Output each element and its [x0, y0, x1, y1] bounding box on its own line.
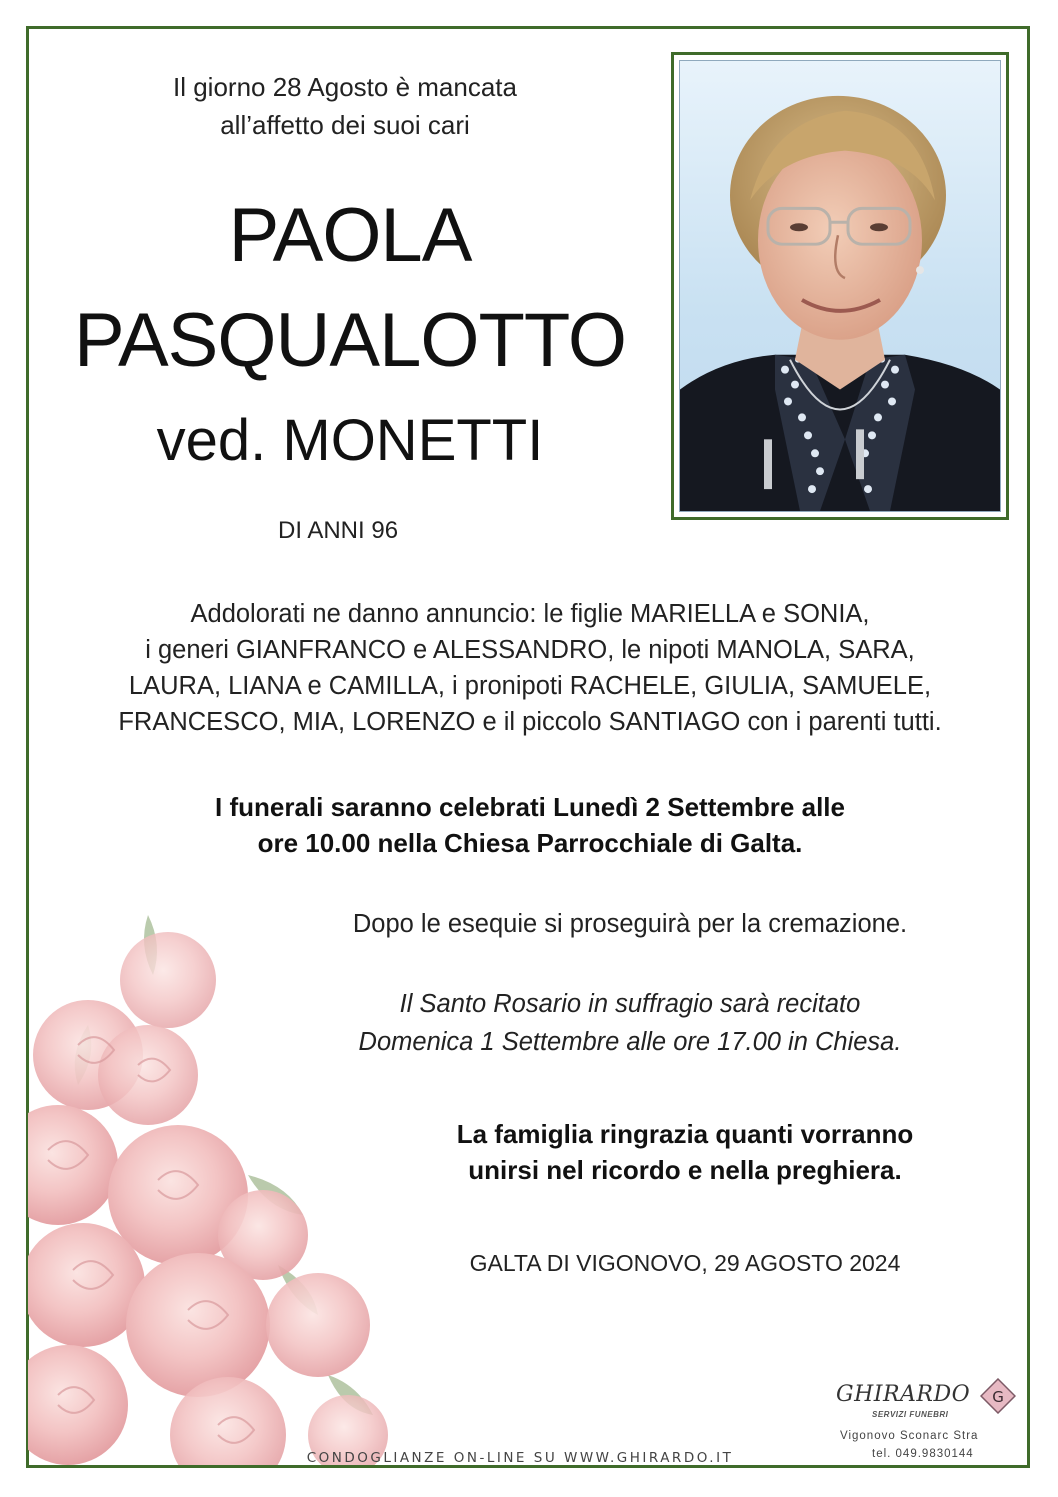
- place-date: GALTA DI VIGONOVO, 29 AGOSTO 2024: [469, 1250, 901, 1276]
- thanks-line: La famiglia ringrazia quanti vorranno: [456, 1119, 914, 1149]
- deceased-first-name: PAOLA: [228, 193, 472, 278]
- funeral-line: I funerali saranno celebrati Lunedì 2 Settembre alle: [215, 792, 845, 822]
- rosary-line: Domenica 1 Settembre alle ore 17.00 in Chiesa.: [358, 1028, 902, 1056]
- logo-phone: tel. 049.9830144: [872, 1448, 974, 1460]
- logo-towns: Vigonovo Sconarc Stra: [840, 1430, 979, 1442]
- roses-illustration: [28, 905, 388, 1465]
- funeral-info: [80, 789, 980, 861]
- cremation-note: Dopo le esequie si proseguirà per la cremazione.: [352, 910, 908, 938]
- intro-line: Il giorno 28 Agosto è mancata: [172, 72, 517, 102]
- portrait-frame: [671, 52, 1009, 520]
- announcement-line: Addolorati ne danno annuncio: le figlie MARIELLA e SONIA,: [190, 600, 870, 628]
- logo-subtitle: SERVIZI FUNEBRI: [872, 1410, 949, 1419]
- deceased-last-name: PASQUALOTTO: [73, 298, 627, 383]
- funeral-line: ore 10.00 nella Chiesa Parrocchiale di Galta.: [257, 828, 803, 858]
- condolences-footer: CONDOGLIANZE ON-LINE SU WWW.GHIRARDO.IT: [306, 1450, 734, 1466]
- announcement-line: i generi GIANFRANCO e ALESSANDRO, le nipoti MANOLA, SARA,: [145, 636, 915, 664]
- rosary-line: Il Santo Rosario in suffragio sarà recitato: [399, 990, 861, 1018]
- pink-roses-decoration: [28, 905, 388, 1465]
- ghirardo-diamond-icon: [980, 1378, 1016, 1414]
- announcement-line: LAURA, LIANA e CAMILLA, i pronipoti RACHELE, GIULIA, SAMUELE,: [128, 672, 932, 700]
- family-announcement: [60, 596, 1000, 740]
- intro-line: all’affetto dei suoi cari: [220, 110, 470, 140]
- portrait-photo: [679, 60, 1001, 512]
- portrait-illustration: [680, 61, 1000, 511]
- logo-name: GHIRARDO: [836, 1382, 971, 1407]
- family-thanks: [350, 1116, 1020, 1188]
- deceased-widow-of: ved. MONETTI: [156, 408, 544, 473]
- deceased-age: DI ANNI 96: [278, 517, 399, 544]
- announcement-line: FRANCESCO, MIA, LORENZO e il piccolo SANTIAGO con i parenti tutti.: [118, 708, 942, 736]
- intro-text: [90, 68, 600, 144]
- thanks-line: unirsi nel ricordo e nella preghiera.: [468, 1155, 902, 1185]
- logo-mark-letter: G: [992, 1388, 1004, 1406]
- ghirardo-logo: [832, 1376, 1028, 1466]
